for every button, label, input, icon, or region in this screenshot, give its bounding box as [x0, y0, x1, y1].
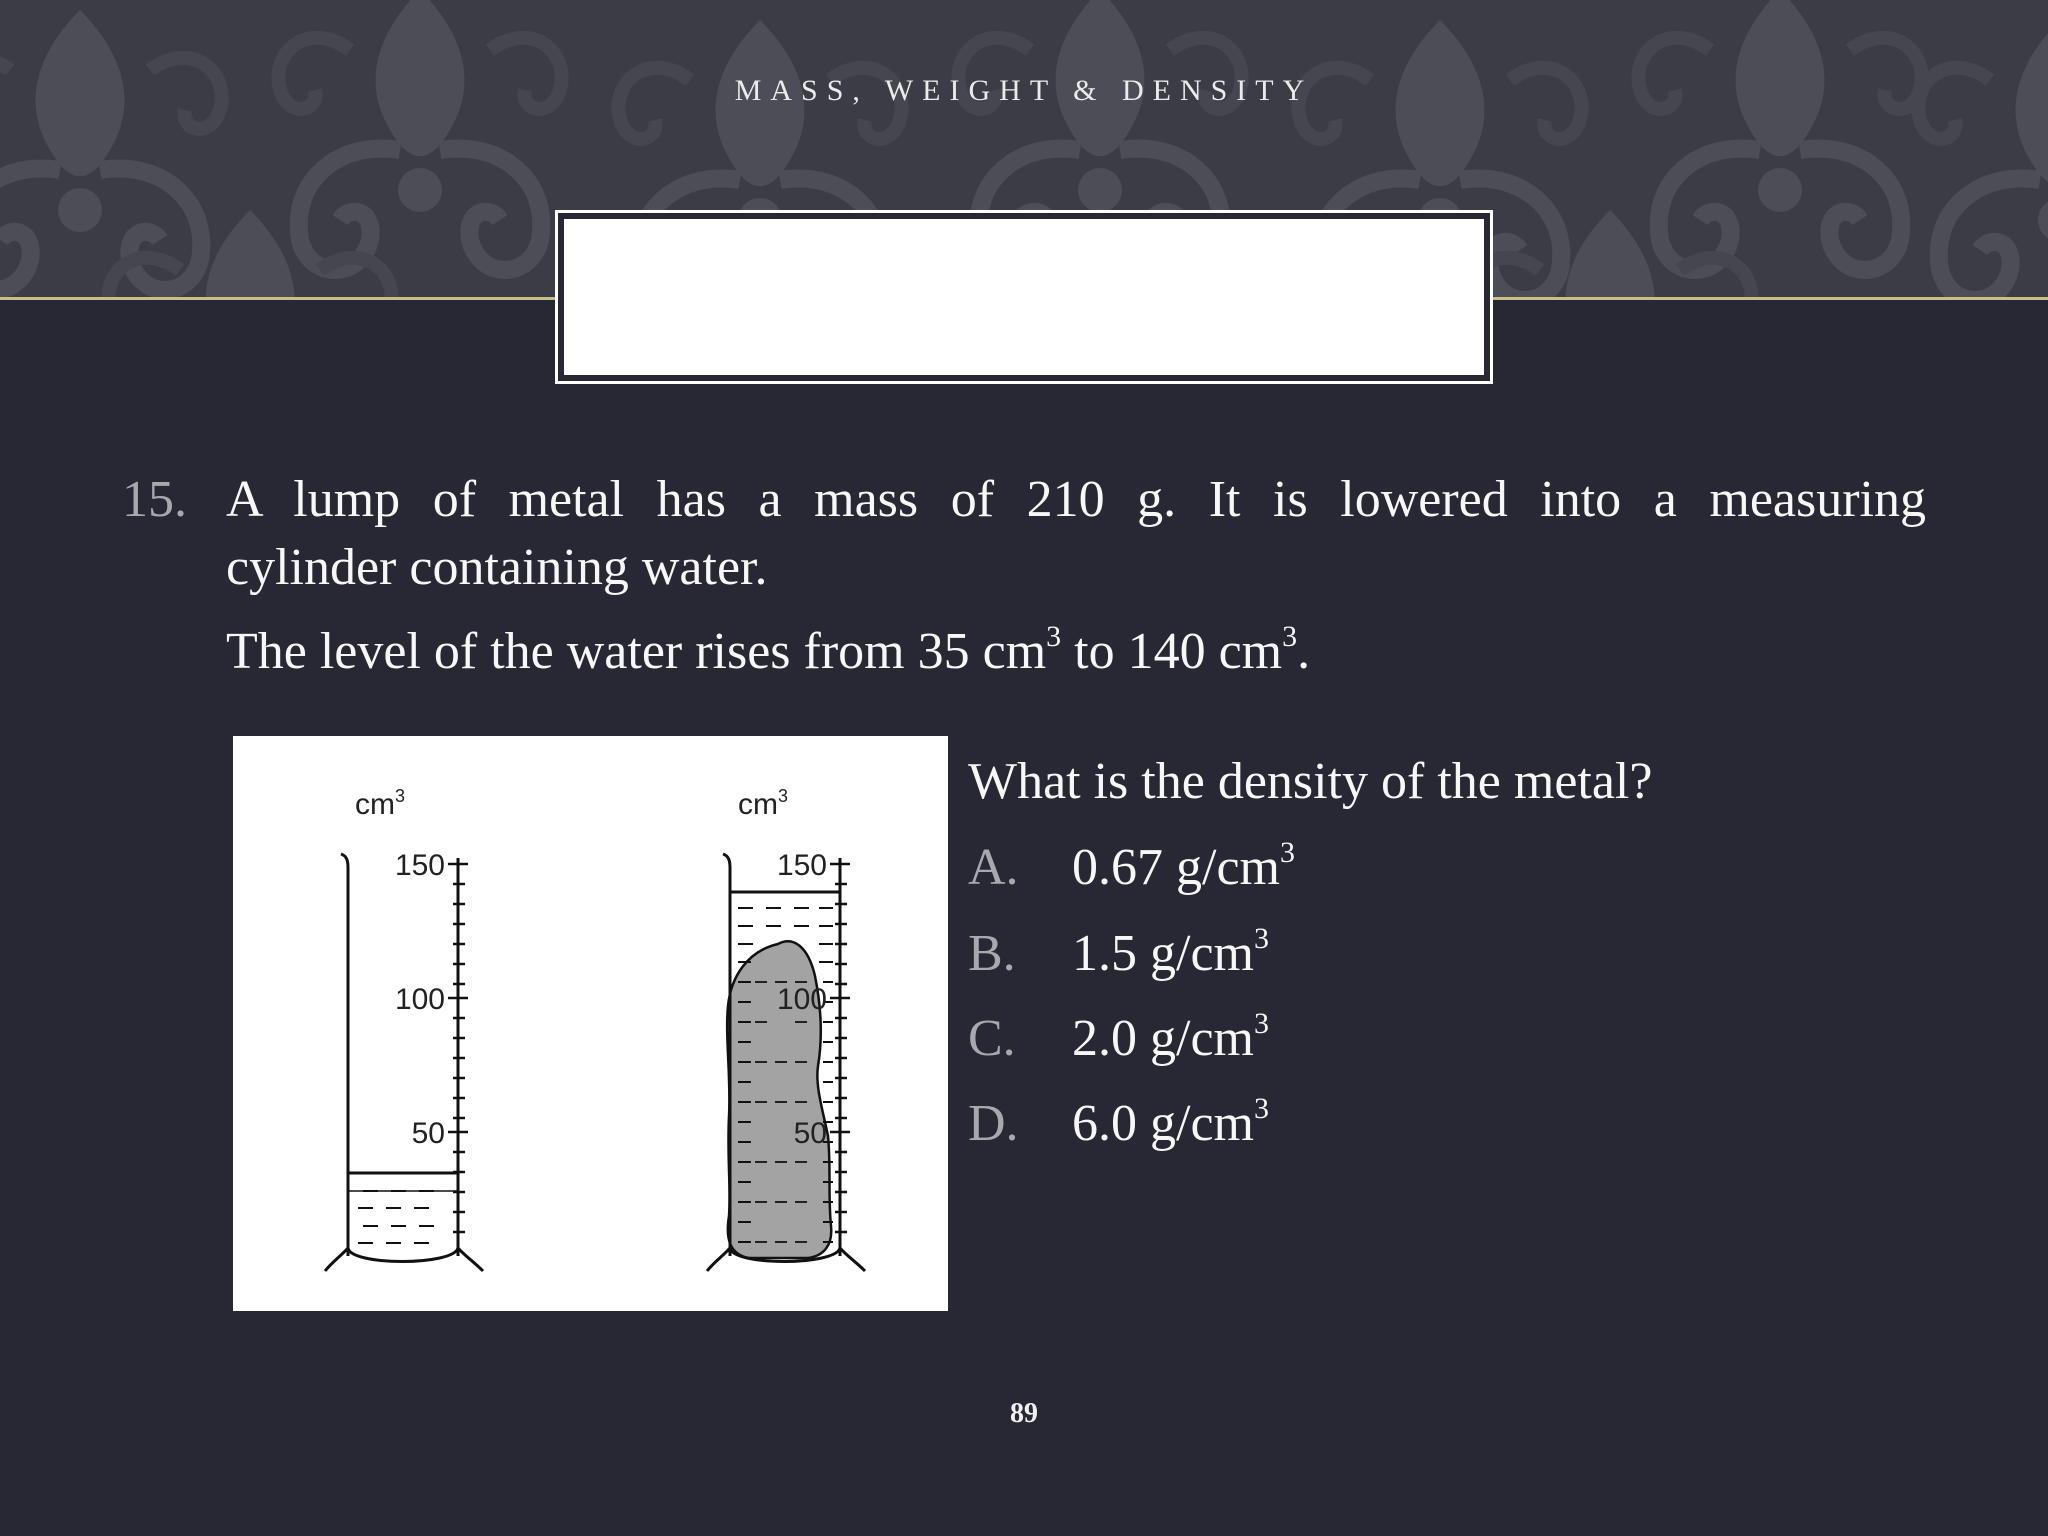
right-unit-label: $cm^3$: [737, 786, 788, 821]
option-superscript: 3: [1253, 1092, 1269, 1125]
right-tick-50: 50: [793, 1117, 827, 1150]
question-line-3-mid: to 140 cm: [1061, 623, 1283, 680]
option-superscript: 3: [1253, 922, 1269, 955]
option-a: [968, 838, 1295, 897]
option-d: [968, 1094, 1269, 1153]
left-tick-50: 50: [411, 1117, 445, 1150]
superscript-3: 3: [1282, 620, 1298, 653]
cylinders-diagram: [233, 736, 948, 1311]
option-value: 1.5 g/cm: [1072, 925, 1254, 982]
option-letter: C.: [968, 1010, 1016, 1067]
right-tick-100: 100: [776, 983, 827, 1016]
left-tick-150: 150: [394, 849, 445, 882]
right-tick-150: 150: [776, 849, 827, 882]
option-c: [968, 1009, 1269, 1068]
option-superscript: 3: [1253, 1007, 1269, 1040]
left-tick-100: 100: [394, 983, 445, 1016]
question-number: 15.: [122, 471, 187, 528]
question-line-3: [226, 622, 1310, 681]
question-prompt: What is the density of the metal?: [968, 753, 1653, 810]
option-value: 6.0 g/cm: [1072, 1095, 1254, 1152]
option-b: [968, 924, 1269, 983]
title-box: [555, 210, 1493, 384]
option-value: 2.0 g/cm: [1072, 1010, 1254, 1067]
left-cylinder: [325, 786, 483, 1271]
question-line-1: A lump of metal has a mass of 210 g. It is lowered into a measuring: [226, 471, 1926, 528]
superscript-3: 3: [1046, 620, 1062, 653]
question-line-3-start: The level of the water rises from 35 cm: [226, 623, 1047, 680]
option-letter: B.: [968, 925, 1016, 982]
option-letter: D.: [968, 1095, 1019, 1152]
option-letter: A.: [968, 839, 1019, 896]
question-line-3-end: .: [1297, 623, 1311, 680]
slide-header-title: MASS, WEIGHT & DENSITY: [734, 74, 1314, 107]
title-box-inner: [562, 217, 1486, 377]
measuring-cylinders-figure: [233, 736, 948, 1311]
option-value: 0.67 g/cm: [1072, 839, 1280, 896]
page-number: 89: [1010, 1398, 1038, 1429]
question-line-2: cylinder containing water.: [226, 539, 768, 596]
right-cylinder: [707, 786, 865, 1271]
option-superscript: 3: [1279, 836, 1295, 869]
left-unit-label: $cm^3$: [354, 786, 405, 821]
